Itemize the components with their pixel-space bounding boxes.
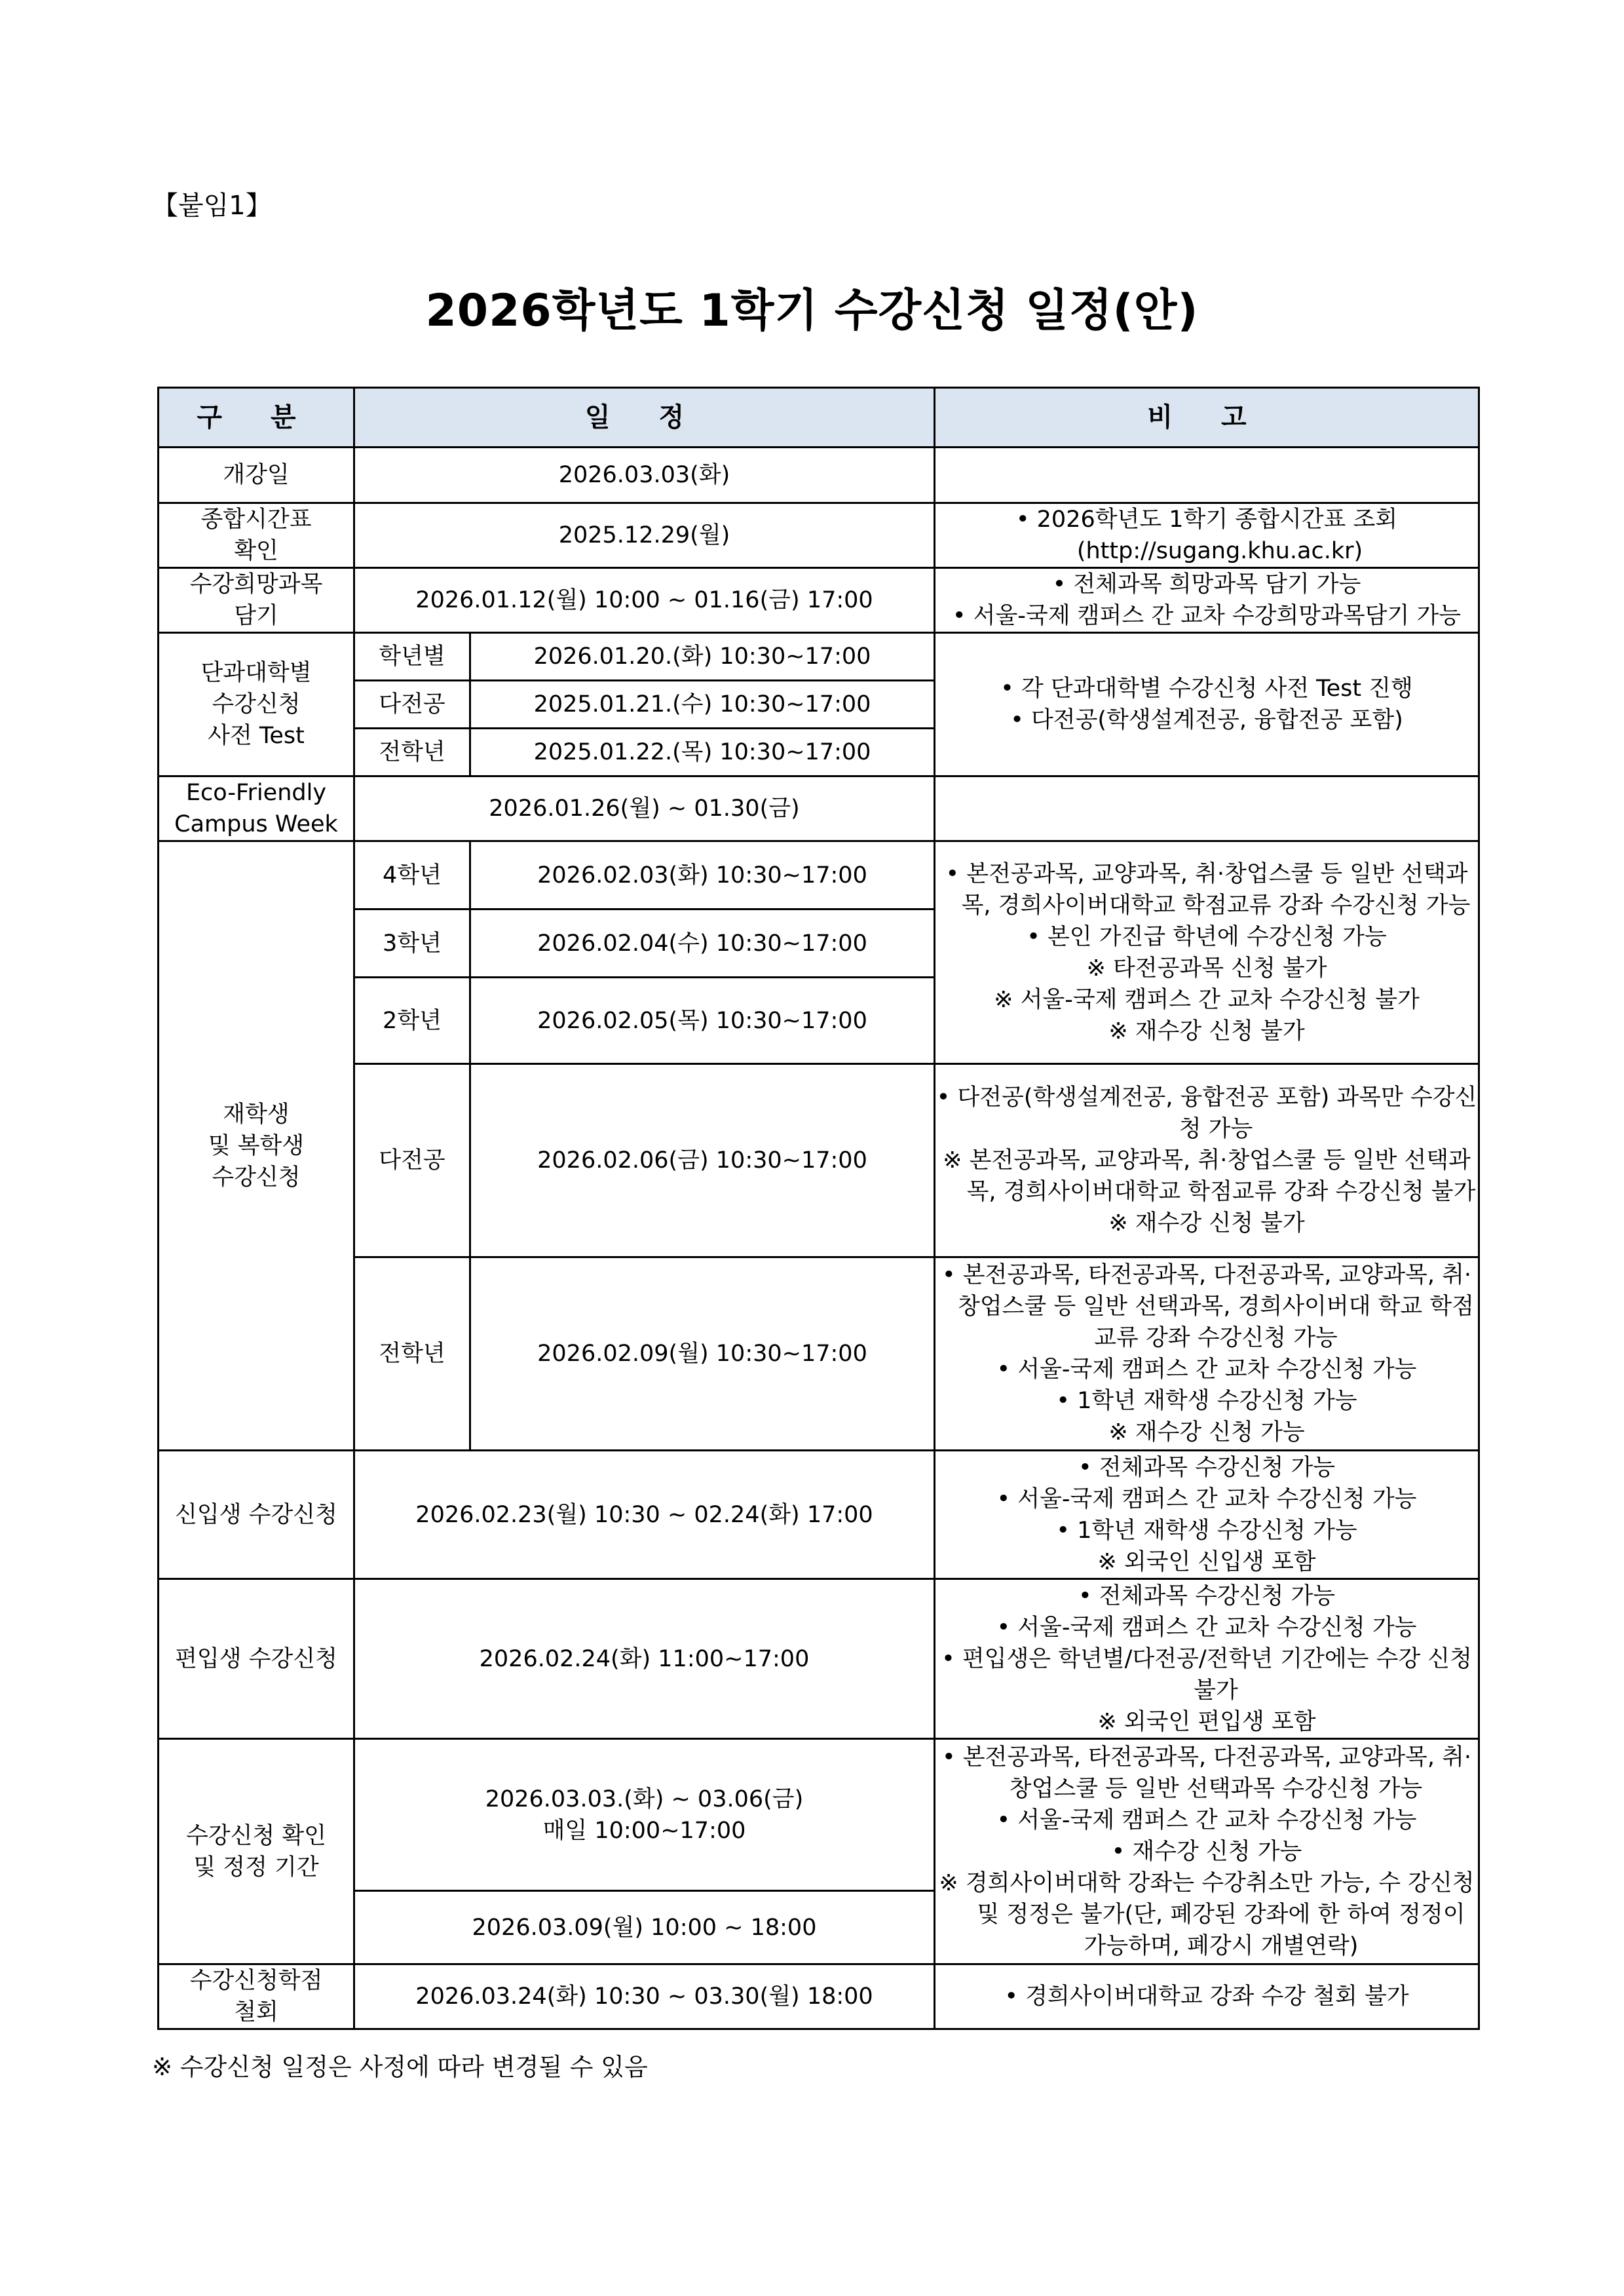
date-cell: 2026.03.24(화) 10:30 ~ 03.30(월) 18:00 xyxy=(354,1964,935,2029)
category-cell: 편입생 수강신청 xyxy=(159,1579,354,1739)
date-cell: 2025.01.22.(목) 10:30~17:00 xyxy=(470,729,935,776)
header-row xyxy=(159,388,1479,448)
header-schedule: 일 정 xyxy=(354,388,935,448)
table-row xyxy=(159,1064,1479,1257)
note-cell xyxy=(935,448,1479,503)
note-cell: • 각 단과대학별 수강신청 사전 Test 진행 • 다전공(학생설계전공, 융합전공 포함) xyxy=(935,633,1479,776)
category-cell: 재학생 및 복학생 수강신청 xyxy=(159,841,354,1451)
note-cell: • 경희사이버대학교 강좌 수강 철회 불가 xyxy=(935,1964,1479,2029)
category-cell: 종합시간표 확인 xyxy=(159,503,354,568)
date-cell: 2026.01.20.(화) 10:30~17:00 xyxy=(470,633,935,681)
table-row xyxy=(159,448,1479,503)
date-cell: 2025.12.29(월) xyxy=(354,503,935,568)
table-row xyxy=(159,1579,1479,1739)
note-cell xyxy=(935,776,1479,841)
table-row xyxy=(159,503,1479,568)
sub-category-cell: 다전공 xyxy=(354,1064,470,1257)
header-remarks: 비 고 xyxy=(935,388,1479,448)
schedule-table xyxy=(157,387,1480,2030)
sub-category-cell: 다전공 xyxy=(354,681,470,729)
date-cell: 2026.03.03(화) xyxy=(354,448,935,503)
header-category: 구 분 xyxy=(159,388,354,448)
note-cell: • 본전공과목, 타전공과목, 다전공과목, 교양과목, 취·창업스쿨 등 일반 선택과목 수강신청 가능 • 서울-국제 캠퍼스 간 교차 수강신청 가능 • 재수강 신청 가능 ※ 경희사이버대학 강좌는 수강취소만 가능, 수 강신청 및 정정은 불가(단, 폐강된 강좌에 한 하여 정정이 가능하며, 폐강시 개별연락) xyxy=(935,1739,1479,1964)
category-cell: 단과대학별 수강신청 사전 Test xyxy=(159,633,354,776)
note-cell: • 2026학년도 1학기 종합시간표 조회 (http://sugang.khu.ac.kr) xyxy=(935,503,1479,568)
date-cell: 2026.02.03(화) 10:30~17:00 xyxy=(470,841,935,909)
sub-category-cell: 전학년 xyxy=(354,729,470,776)
table-row xyxy=(159,1451,1479,1579)
date-cell: 2026.01.26(월) ~ 01.30(금) xyxy=(354,776,935,841)
note-cell: • 전체과목 희망과목 담기 가능 • 서울-국제 캠퍼스 간 교차 수강희망과목담기 가능 xyxy=(935,568,1479,633)
page-title: 2026학년도 1학기 수강신청 일정(안) xyxy=(425,285,1199,337)
table-row xyxy=(159,1964,1479,2029)
note-cell: • 본전공과목, 타전공과목, 다전공과목, 교양과목, 취·창업스쿨 등 일반 선택과목, 경희사이버대 학교 학점교류 강좌 수강신청 가능 • 서울-국제 캠퍼스 간 교차 수강신청 가능 • 1학년 재학생 수강신청 가능 ※ 재수강 신청 가능 xyxy=(935,1257,1479,1451)
date-cell: 2026.01.12(월) 10:00 ~ 01.16(금) 17:00 xyxy=(354,568,935,633)
table-row xyxy=(159,841,1479,909)
sub-category-cell: 2학년 xyxy=(354,978,470,1064)
attachment-label: 【붙임1】 xyxy=(152,191,272,221)
note-cell: • 다전공(학생설계전공, 융합전공 포함) 과목만 수강신청 가능 ※ 본전공과목, 교양과목, 취·창업스쿨 등 일반 선택과목, 경희사이버대학교 학점교류 강좌 수강신청 불가 ※ 재수강 신청 불가 xyxy=(935,1064,1479,1257)
footnote: ※ 수강신청 일정은 사정에 따라 변경될 수 있음 xyxy=(152,2053,648,2081)
category-cell: 수강신청학점 철회 xyxy=(159,1964,354,2029)
date-cell: 2026.02.06(금) 10:30~17:00 xyxy=(470,1064,935,1257)
category-cell: 수강신청 확인 및 정정 기간 xyxy=(159,1739,354,1964)
sub-category-cell: 4학년 xyxy=(354,841,470,909)
date-cell: 2026.02.09(월) 10:30~17:00 xyxy=(470,1257,935,1451)
date-cell: 2025.01.21.(수) 10:30~17:00 xyxy=(470,681,935,729)
date-cell: 2026.03.09(월) 10:00 ~ 18:00 xyxy=(354,1891,935,1964)
category-cell: 신입생 수강신청 xyxy=(159,1451,354,1579)
table-row xyxy=(159,1257,1479,1451)
sub-category-cell: 3학년 xyxy=(354,909,470,978)
date-cell: 2026.02.05(목) 10:30~17:00 xyxy=(470,978,935,1064)
table-row xyxy=(159,1739,1479,1891)
sub-category-cell: 전학년 xyxy=(354,1257,470,1451)
category-cell: 개강일 xyxy=(159,448,354,503)
category-cell: 수강희망과목 담기 xyxy=(159,568,354,633)
date-cell: 2026.02.04(수) 10:30~17:00 xyxy=(470,909,935,978)
sub-category-cell: 학년별 xyxy=(354,633,470,681)
date-cell: 2026.03.03.(화) ~ 03.06(금) 매일 10:00~17:00 xyxy=(354,1739,935,1891)
category-cell: Eco-Friendly Campus Week xyxy=(159,776,354,841)
table-row xyxy=(159,776,1479,841)
note-cell: • 전체과목 수강신청 가능 • 서울-국제 캠퍼스 간 교차 수강신청 가능 • 편입생은 학년별/다전공/전학년 기간에는 수강 신청 불가 ※ 외국인 편입생 포함 xyxy=(935,1579,1479,1739)
table-row xyxy=(159,568,1479,633)
note-cell: • 본전공과목, 교양과목, 취·창업스쿨 등 일반 선택과목, 경희사이버대학교 학점교류 강좌 수강신청 가능 • 본인 가진급 학년에 수강신청 가능 ※ 타전공과목 신청 불가 ※ 서울-국제 캠퍼스 간 교차 수강신청 불가 ※ 재수강 신청 불가 xyxy=(935,841,1479,1064)
table-row xyxy=(159,633,1479,681)
date-cell: 2026.02.23(월) 10:30 ~ 02.24(화) 17:00 xyxy=(354,1451,935,1579)
date-cell: 2026.02.24(화) 11:00~17:00 xyxy=(354,1579,935,1739)
note-cell: • 전체과목 수강신청 가능 • 서울-국제 캠퍼스 간 교차 수강신청 가능 • 1학년 재학생 수강신청 가능 ※ 외국인 신입생 포함 xyxy=(935,1451,1479,1579)
